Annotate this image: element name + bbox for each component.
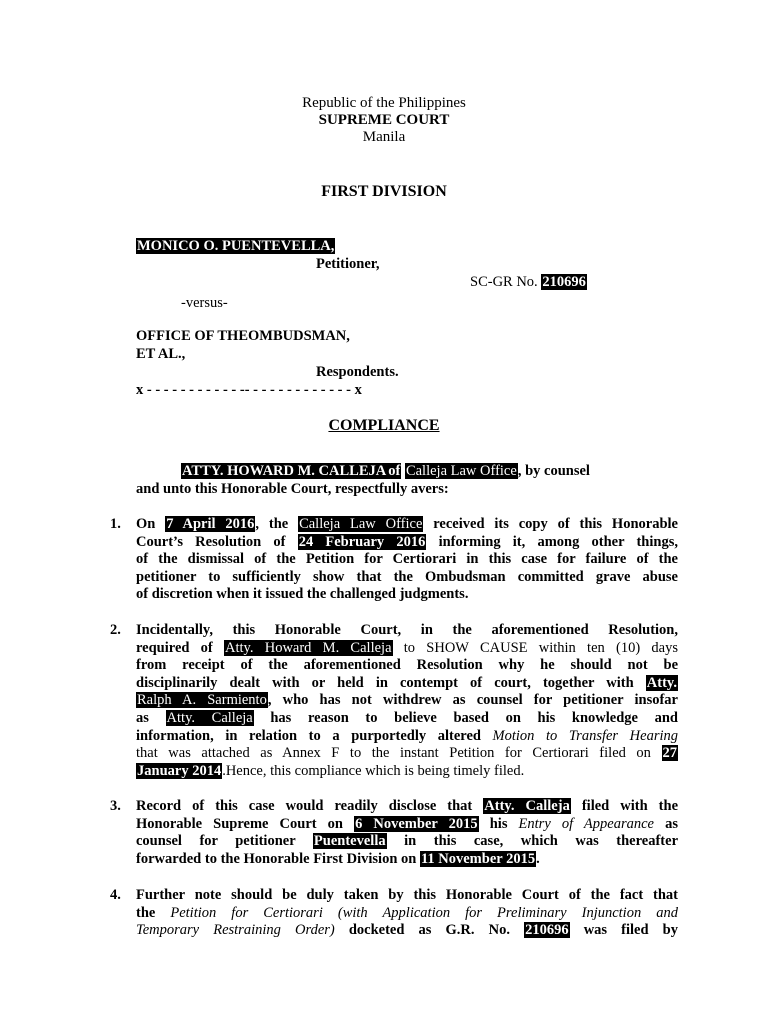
republic-line: Republic of the Philippines: [302, 95, 466, 111]
item-number-1: 1.: [110, 516, 121, 532]
paragraph-3: Record of this case would readily disclose that Atty. Calleja filed with the Honorable Supreme Court on 6 November 2015 his Entry of Appearance as counsel for petitioner Puentevella in this case, which was thereafter forwarded to the Honorable First Division on 11 November 2015.: [136, 798, 679, 867]
petitioner-role: Petitioner,: [316, 256, 380, 272]
counsel-name: ATTY. HOWARD M. CALLEJA: [182, 463, 387, 479]
intro-paragraph: ATTY. HOWARD M. CALLEJA of Calleja Law Office, by counsel and unto this Honorable Court, respectfully avers:: [136, 463, 590, 497]
division-title: FIRST DIVISION: [321, 183, 447, 200]
date-highlight: 7 April 2016: [166, 516, 255, 532]
paragraph-4: Further note should be duly taken by this Honorable Court of the fact that the Petition for Certiorari (with Application for Preliminary Injunction and Temporary Restraining Order) docketed as G.R. No. 210696 was filed by: [136, 887, 678, 939]
respondent-line-1: OFFICE OF THEOMBUDSMAN,: [136, 328, 350, 344]
item-number-3: 3.: [110, 798, 121, 814]
item-number-2: 2.: [110, 622, 121, 638]
respondent-line-2: ET AL.,: [136, 346, 186, 362]
respondent-role: Respondents.: [316, 364, 399, 380]
document-title: COMPLIANCE: [328, 417, 440, 434]
caption-separator: x - - - - - - - - - - - -- - - - - - - - - - - - - x: [136, 382, 362, 398]
versus-label: -versus-: [181, 295, 228, 311]
court-name: SUPREME COURT: [318, 112, 450, 128]
court-city: Manila: [362, 129, 406, 145]
petitioner-name: MONICO O. PUENTEVELLA,: [137, 238, 335, 254]
paragraph-1: On 7 April 2016, the Calleja Law Office received its copy of this Honorable Court’s Resolution of 24 February 2016 informing it, among other things, of the dismissal of the Petition for Certiorari in this case for failure of the petitioner to sufficiently show that the Ombudsman committed grave abuse of discretion when it issued the challenged judgments.: [136, 516, 678, 603]
case-number: SC-GR No. 210696: [470, 274, 586, 290]
law-firm: Calleja Law Office: [405, 463, 517, 479]
item-number-4: 4.: [110, 887, 121, 903]
paragraph-2: Incidentally, this Honorable Court, in the aforementioned Resolution, required of Atty. Howard M. Calleja to SHOW CAUSE within ten (10) days from receipt of the aforementioned Resolution why he should not be disciplinarily dealt with or held in contempt of court, together with Atty. Ralph A. Sarmiento, who has not withdrew as counsel for petitioner insofar as Atty. Calleja has reason to believe based on his knowledge and information, in relation to a purportedly altered Motion to Transfer Hearing that was attached as Annex F to the instant Petition for Certiorari filed on 27 January 2014.Hence, this compliance which is being timely filed.: [136, 622, 678, 779]
